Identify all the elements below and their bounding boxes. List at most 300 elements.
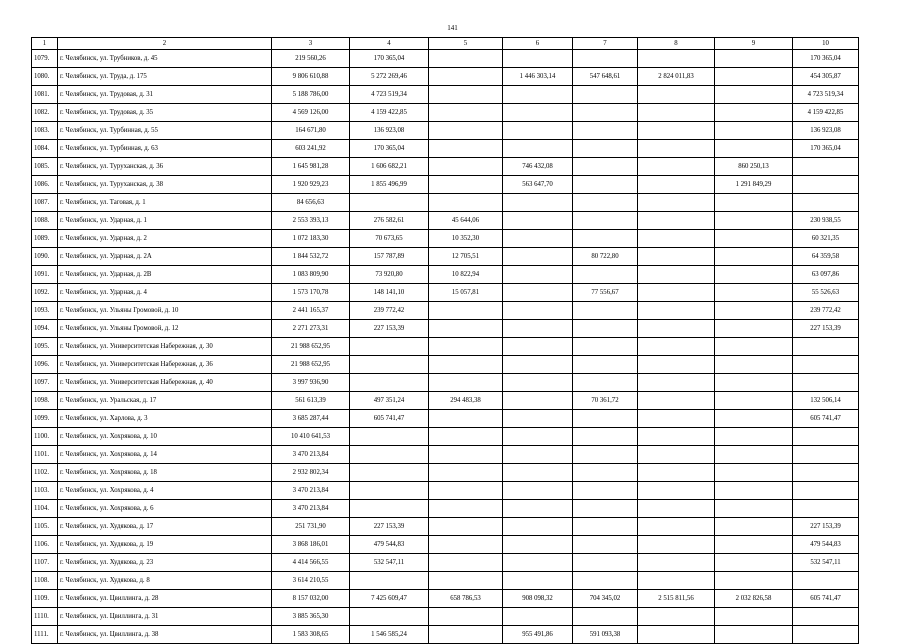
value-cell-col-9	[715, 122, 793, 140]
value-cell-col-3: 3 868 186,01	[272, 536, 350, 554]
address-cell: г. Челябинск, ул. Цвиллинга, д. 38	[58, 626, 272, 644]
value-cell-col-10	[793, 194, 859, 212]
row-number-cell: 1092.	[32, 284, 58, 302]
value-cell-col-5	[429, 86, 503, 104]
address-cell: г. Челябинск, ул. Хохрякова, д. 6	[58, 500, 272, 518]
row-number-cell: 1098.	[32, 392, 58, 410]
table-row	[32, 86, 859, 104]
value-cell-col-10: 170 365,04	[793, 50, 859, 68]
table-row	[32, 68, 859, 86]
value-cell-col-4: 605 741,47	[350, 410, 429, 428]
column-header-5: 5	[429, 38, 503, 50]
value-cell-col-7: 704 345,02	[573, 590, 638, 608]
value-cell-col-9	[715, 428, 793, 446]
value-cell-col-8	[638, 356, 715, 374]
address-cell: г. Челябинск, ул. Хохрякова, д. 10	[58, 428, 272, 446]
address-cell: г. Челябинск, ул. Худякова, д. 23	[58, 554, 272, 572]
value-cell-col-7	[573, 320, 638, 338]
table-body	[32, 50, 859, 644]
table-row	[32, 158, 859, 176]
address-cell: г. Челябинск, ул. Трудовая, д. 35	[58, 104, 272, 122]
value-cell-col-9	[715, 104, 793, 122]
value-cell-col-8	[638, 428, 715, 446]
value-cell-col-5: 15 057,81	[429, 284, 503, 302]
row-number-cell: 1080.	[32, 68, 58, 86]
value-cell-col-5: 658 786,53	[429, 590, 503, 608]
value-cell-col-5	[429, 194, 503, 212]
value-cell-col-8	[638, 302, 715, 320]
value-cell-col-5	[429, 572, 503, 590]
value-cell-col-10: 60 321,35	[793, 230, 859, 248]
value-cell-col-6	[503, 104, 573, 122]
value-cell-col-6	[503, 374, 573, 392]
address-cell: г. Челябинск, ул. Трубников, д. 45	[58, 50, 272, 68]
value-cell-col-10: 227 153,39	[793, 518, 859, 536]
value-cell-col-10: 170 365,04	[793, 140, 859, 158]
value-cell-col-8	[638, 500, 715, 518]
value-cell-col-4: 148 141,10	[350, 284, 429, 302]
value-cell-col-8	[638, 248, 715, 266]
row-number-cell: 1109.	[32, 590, 58, 608]
table-row	[32, 626, 859, 644]
value-cell-col-4: 479 544,83	[350, 536, 429, 554]
value-cell-col-10	[793, 500, 859, 518]
address-cell: г. Челябинск, ул. Туруханская, д. 38	[58, 176, 272, 194]
row-number-cell: 1081.	[32, 86, 58, 104]
value-cell-col-5	[429, 428, 503, 446]
value-cell-col-5	[429, 356, 503, 374]
value-cell-col-9	[715, 500, 793, 518]
value-cell-col-8	[638, 86, 715, 104]
table-row	[32, 554, 859, 572]
value-cell-col-5: 10 352,30	[429, 230, 503, 248]
value-cell-col-8	[638, 338, 715, 356]
address-cell: г. Челябинск, ул. Ударная, д. 4	[58, 284, 272, 302]
row-number-cell: 1079.	[32, 50, 58, 68]
value-cell-col-10: 63 097,86	[793, 266, 859, 284]
value-cell-col-6	[503, 230, 573, 248]
value-cell-col-4: 73 920,80	[350, 266, 429, 284]
value-cell-col-9	[715, 86, 793, 104]
address-cell: г. Челябинск, ул. Худякова, д. 17	[58, 518, 272, 536]
value-cell-col-10	[793, 176, 859, 194]
value-cell-col-7	[573, 194, 638, 212]
value-cell-col-6	[503, 518, 573, 536]
value-cell-col-9	[715, 284, 793, 302]
value-cell-col-5	[429, 302, 503, 320]
value-cell-col-10: 532 547,11	[793, 554, 859, 572]
value-cell-col-10	[793, 464, 859, 482]
value-cell-col-9: 1 291 849,29	[715, 176, 793, 194]
value-cell-col-8	[638, 176, 715, 194]
value-cell-col-6	[503, 320, 573, 338]
table-row	[32, 320, 859, 338]
address-cell: г. Челябинск, ул. Ударная, д. 2В	[58, 266, 272, 284]
value-cell-col-7	[573, 356, 638, 374]
value-cell-col-8	[638, 392, 715, 410]
value-cell-col-6	[503, 464, 573, 482]
value-cell-col-9	[715, 410, 793, 428]
column-header-9: 9	[715, 38, 793, 50]
value-cell-col-4: 1 606 682,21	[350, 158, 429, 176]
value-cell-col-9	[715, 374, 793, 392]
value-cell-col-7	[573, 536, 638, 554]
value-cell-col-4: 497 351,24	[350, 392, 429, 410]
value-cell-col-3: 603 241,92	[272, 140, 350, 158]
value-cell-col-4	[350, 572, 429, 590]
value-cell-col-3: 3 885 365,30	[272, 608, 350, 626]
table-row	[32, 302, 859, 320]
value-cell-col-4: 4 723 519,34	[350, 86, 429, 104]
value-cell-col-7	[573, 410, 638, 428]
value-cell-col-3: 84 656,63	[272, 194, 350, 212]
value-cell-col-7	[573, 86, 638, 104]
value-cell-col-5: 45 644,06	[429, 212, 503, 230]
value-cell-col-5	[429, 518, 503, 536]
value-cell-col-6	[503, 86, 573, 104]
value-cell-col-6	[503, 446, 573, 464]
value-cell-col-8	[638, 158, 715, 176]
value-cell-col-6	[503, 194, 573, 212]
value-cell-col-6	[503, 392, 573, 410]
address-cell: г. Челябинск, ул. Ударная, д. 2	[58, 230, 272, 248]
value-cell-col-6: 1 446 303,14	[503, 68, 573, 86]
row-number-cell: 1101.	[32, 446, 58, 464]
value-cell-col-9	[715, 194, 793, 212]
value-cell-col-4: 170 365,04	[350, 50, 429, 68]
value-cell-col-5	[429, 554, 503, 572]
value-cell-col-3: 164 671,80	[272, 122, 350, 140]
value-cell-col-7: 77 556,67	[573, 284, 638, 302]
value-cell-col-5	[429, 122, 503, 140]
value-cell-col-4	[350, 356, 429, 374]
value-cell-col-6	[503, 266, 573, 284]
value-cell-col-4: 5 272 269,46	[350, 68, 429, 86]
value-cell-col-9	[715, 248, 793, 266]
value-cell-col-8: 2 824 011,83	[638, 68, 715, 86]
address-cell: г. Челябинск, ул. Цвиллинга, д. 31	[58, 608, 272, 626]
value-cell-col-3: 5 188 786,00	[272, 86, 350, 104]
value-cell-col-4: 170 365,04	[350, 140, 429, 158]
table-row	[32, 194, 859, 212]
value-cell-col-4	[350, 374, 429, 392]
value-cell-col-3: 251 731,90	[272, 518, 350, 536]
table-row	[32, 590, 859, 608]
column-header-4: 4	[350, 38, 429, 50]
value-cell-col-6	[503, 302, 573, 320]
value-cell-col-10	[793, 608, 859, 626]
value-cell-col-9	[715, 626, 793, 644]
row-number-cell: 1110.	[32, 608, 58, 626]
table-row	[32, 50, 859, 68]
value-cell-col-9	[715, 338, 793, 356]
value-cell-col-4	[350, 338, 429, 356]
value-cell-col-10	[793, 446, 859, 464]
row-number-cell: 1097.	[32, 374, 58, 392]
value-cell-col-10	[793, 158, 859, 176]
value-cell-col-5	[429, 50, 503, 68]
value-cell-col-4	[350, 482, 429, 500]
value-cell-col-5	[429, 158, 503, 176]
value-cell-col-9	[715, 554, 793, 572]
value-cell-col-7	[573, 302, 638, 320]
row-number-cell: 1091.	[32, 266, 58, 284]
value-cell-col-7	[573, 50, 638, 68]
value-cell-col-5: 294 483,38	[429, 392, 503, 410]
value-cell-col-10: 227 153,39	[793, 320, 859, 338]
value-cell-col-9	[715, 212, 793, 230]
row-number-cell: 1087.	[32, 194, 58, 212]
value-cell-col-10	[793, 374, 859, 392]
value-cell-col-7	[573, 338, 638, 356]
address-cell: г. Челябинск, ул. Ульяны Громовой, д. 10	[58, 302, 272, 320]
value-cell-col-10	[793, 626, 859, 644]
value-cell-col-6	[503, 122, 573, 140]
address-cell: г. Челябинск, ул. Хохрякова, д. 4	[58, 482, 272, 500]
value-cell-col-7	[573, 140, 638, 158]
value-cell-col-3: 9 806 610,88	[272, 68, 350, 86]
value-cell-col-4: 239 772,42	[350, 302, 429, 320]
table-row	[32, 500, 859, 518]
table-row	[32, 230, 859, 248]
table-row	[32, 608, 859, 626]
table-row	[32, 428, 859, 446]
value-cell-col-5	[429, 626, 503, 644]
table-row	[32, 122, 859, 140]
address-cell: г. Челябинск, ул. Ульяны Громовой, д. 12	[58, 320, 272, 338]
value-cell-col-7	[573, 104, 638, 122]
value-cell-col-10: 55 526,63	[793, 284, 859, 302]
value-cell-col-8	[638, 212, 715, 230]
address-cell: г. Челябинск, ул. Уральская, д. 17	[58, 392, 272, 410]
value-cell-col-7	[573, 482, 638, 500]
value-cell-col-3: 3 614 210,55	[272, 572, 350, 590]
value-cell-col-3: 219 560,26	[272, 50, 350, 68]
value-cell-col-10	[793, 482, 859, 500]
value-cell-col-4	[350, 194, 429, 212]
value-cell-col-9	[715, 518, 793, 536]
address-cell: г. Челябинск, ул. Худякова, д. 19	[58, 536, 272, 554]
table-row	[32, 266, 859, 284]
column-header-10: 10	[793, 38, 859, 50]
row-number-cell: 1095.	[32, 338, 58, 356]
value-cell-col-6: 563 647,70	[503, 176, 573, 194]
value-cell-col-8	[638, 626, 715, 644]
value-cell-col-3: 3 685 287,44	[272, 410, 350, 428]
value-cell-col-7	[573, 158, 638, 176]
value-cell-col-6	[503, 554, 573, 572]
value-cell-col-9	[715, 572, 793, 590]
address-cell: г. Челябинск, ул. Туруханская, д. 36	[58, 158, 272, 176]
value-cell-col-10	[793, 356, 859, 374]
value-cell-col-6	[503, 410, 573, 428]
value-cell-col-4	[350, 500, 429, 518]
table-row	[32, 176, 859, 194]
value-cell-col-4: 1 855 496,99	[350, 176, 429, 194]
value-cell-col-9	[715, 302, 793, 320]
value-cell-col-3: 3 470 213,84	[272, 500, 350, 518]
row-number-cell: 1104.	[32, 500, 58, 518]
table-row	[32, 446, 859, 464]
value-cell-col-3: 2 932 802,34	[272, 464, 350, 482]
address-cell: г. Челябинск, ул. Ударная, д. 1	[58, 212, 272, 230]
address-cell: г. Челябинск, ул. Турбинная, д. 63	[58, 140, 272, 158]
value-cell-col-8	[638, 464, 715, 482]
value-cell-col-3: 3 997 936,90	[272, 374, 350, 392]
value-cell-col-7: 547 648,61	[573, 68, 638, 86]
table-header-row	[32, 38, 859, 50]
value-cell-col-3: 1 920 929,23	[272, 176, 350, 194]
value-cell-col-4: 532 547,11	[350, 554, 429, 572]
value-cell-col-8	[638, 230, 715, 248]
value-cell-col-9	[715, 50, 793, 68]
row-number-cell: 1085.	[32, 158, 58, 176]
row-number-cell: 1096.	[32, 356, 58, 374]
value-cell-col-4: 7 425 609,47	[350, 590, 429, 608]
row-number-cell: 1107.	[32, 554, 58, 572]
value-cell-col-10	[793, 572, 859, 590]
table-row	[32, 464, 859, 482]
table-row	[32, 338, 859, 356]
value-cell-col-9	[715, 482, 793, 500]
address-cell: г. Челябинск, ул. Харлова, д. 3	[58, 410, 272, 428]
value-cell-col-9	[715, 140, 793, 158]
row-number-cell: 1084.	[32, 140, 58, 158]
value-cell-col-4: 136 923,08	[350, 122, 429, 140]
value-cell-col-8	[638, 284, 715, 302]
value-cell-col-7	[573, 428, 638, 446]
row-number-cell: 1086.	[32, 176, 58, 194]
value-cell-col-8	[638, 50, 715, 68]
address-cell: г. Челябинск, ул. Худякова, д. 8	[58, 572, 272, 590]
value-cell-col-4: 227 153,39	[350, 320, 429, 338]
value-cell-col-10	[793, 338, 859, 356]
value-cell-col-7	[573, 122, 638, 140]
value-cell-col-5	[429, 482, 503, 500]
value-cell-col-9	[715, 68, 793, 86]
value-cell-col-6	[503, 140, 573, 158]
value-cell-col-8	[638, 482, 715, 500]
value-cell-col-9	[715, 608, 793, 626]
value-cell-col-4: 1 546 585,24	[350, 626, 429, 644]
value-cell-col-6	[503, 284, 573, 302]
value-cell-col-10: 605 741,47	[793, 590, 859, 608]
row-number-cell: 1094.	[32, 320, 58, 338]
value-cell-col-6	[503, 500, 573, 518]
value-cell-col-5	[429, 446, 503, 464]
table-row	[32, 572, 859, 590]
row-number-cell: 1108.	[32, 572, 58, 590]
value-cell-col-9	[715, 464, 793, 482]
value-cell-col-3: 1 844 532,72	[272, 248, 350, 266]
value-cell-col-4: 276 582,61	[350, 212, 429, 230]
value-cell-col-7	[573, 518, 638, 536]
value-cell-col-8	[638, 446, 715, 464]
value-cell-col-8: 2 515 811,56	[638, 590, 715, 608]
column-header-6: 6	[503, 38, 573, 50]
value-cell-col-6	[503, 50, 573, 68]
address-cell: г. Челябинск, ул. Таговая, д. 1	[58, 194, 272, 212]
value-cell-col-9	[715, 356, 793, 374]
value-cell-col-7: 70 361,72	[573, 392, 638, 410]
value-cell-col-10: 136 923,08	[793, 122, 859, 140]
value-cell-col-6	[503, 482, 573, 500]
row-number-cell: 1083.	[32, 122, 58, 140]
value-cell-col-3: 1 083 809,90	[272, 266, 350, 284]
value-cell-col-10: 230 938,55	[793, 212, 859, 230]
row-number-cell: 1082.	[32, 104, 58, 122]
data-table	[31, 37, 859, 644]
value-cell-col-10: 454 305,87	[793, 68, 859, 86]
row-number-cell: 1093.	[32, 302, 58, 320]
address-cell: г. Челябинск, ул. Университетская Набережная, д. 36	[58, 356, 272, 374]
value-cell-col-9	[715, 446, 793, 464]
value-cell-col-6: 746 432,08	[503, 158, 573, 176]
row-number-cell: 1102.	[32, 464, 58, 482]
value-cell-col-10: 4 723 519,34	[793, 86, 859, 104]
value-cell-col-4: 4 159 422,85	[350, 104, 429, 122]
value-cell-col-8	[638, 518, 715, 536]
value-cell-col-7	[573, 554, 638, 572]
value-cell-col-7	[573, 266, 638, 284]
value-cell-col-6	[503, 338, 573, 356]
table-row	[32, 356, 859, 374]
column-header-7: 7	[573, 38, 638, 50]
value-cell-col-7	[573, 212, 638, 230]
value-cell-col-6: 955 491,86	[503, 626, 573, 644]
value-cell-col-9	[715, 320, 793, 338]
value-cell-col-8	[638, 266, 715, 284]
value-cell-col-4	[350, 464, 429, 482]
value-cell-col-3: 4 569 126,00	[272, 104, 350, 122]
column-header-1: 1	[32, 38, 58, 50]
value-cell-col-8	[638, 572, 715, 590]
value-cell-col-6	[503, 356, 573, 374]
value-cell-col-3: 8 157 032,00	[272, 590, 350, 608]
value-cell-col-5	[429, 338, 503, 356]
table-row	[32, 482, 859, 500]
row-number-cell: 1099.	[32, 410, 58, 428]
row-number-cell: 1088.	[32, 212, 58, 230]
value-cell-col-3: 1 573 170,78	[272, 284, 350, 302]
value-cell-col-4	[350, 428, 429, 446]
value-cell-col-10: 605 741,47	[793, 410, 859, 428]
value-cell-col-5	[429, 608, 503, 626]
row-number-cell: 1089.	[32, 230, 58, 248]
value-cell-col-10: 239 772,42	[793, 302, 859, 320]
value-cell-col-7: 591 093,38	[573, 626, 638, 644]
value-cell-col-5	[429, 536, 503, 554]
value-cell-col-6	[503, 572, 573, 590]
value-cell-col-5	[429, 176, 503, 194]
address-cell: г. Челябинск, ул. Университетская Набережная, д. 40	[58, 374, 272, 392]
value-cell-col-8	[638, 140, 715, 158]
value-cell-col-6	[503, 212, 573, 230]
value-cell-col-7	[573, 464, 638, 482]
value-cell-col-3: 10 410 641,53	[272, 428, 350, 446]
value-cell-col-3: 2 441 165,37	[272, 302, 350, 320]
value-cell-col-5	[429, 68, 503, 86]
value-cell-col-7	[573, 608, 638, 626]
value-cell-col-7	[573, 446, 638, 464]
value-cell-col-6	[503, 248, 573, 266]
table-row	[32, 392, 859, 410]
value-cell-col-4	[350, 608, 429, 626]
value-cell-col-5	[429, 500, 503, 518]
value-cell-col-4	[350, 446, 429, 464]
value-cell-col-3: 1 072 183,30	[272, 230, 350, 248]
table-row	[32, 140, 859, 158]
